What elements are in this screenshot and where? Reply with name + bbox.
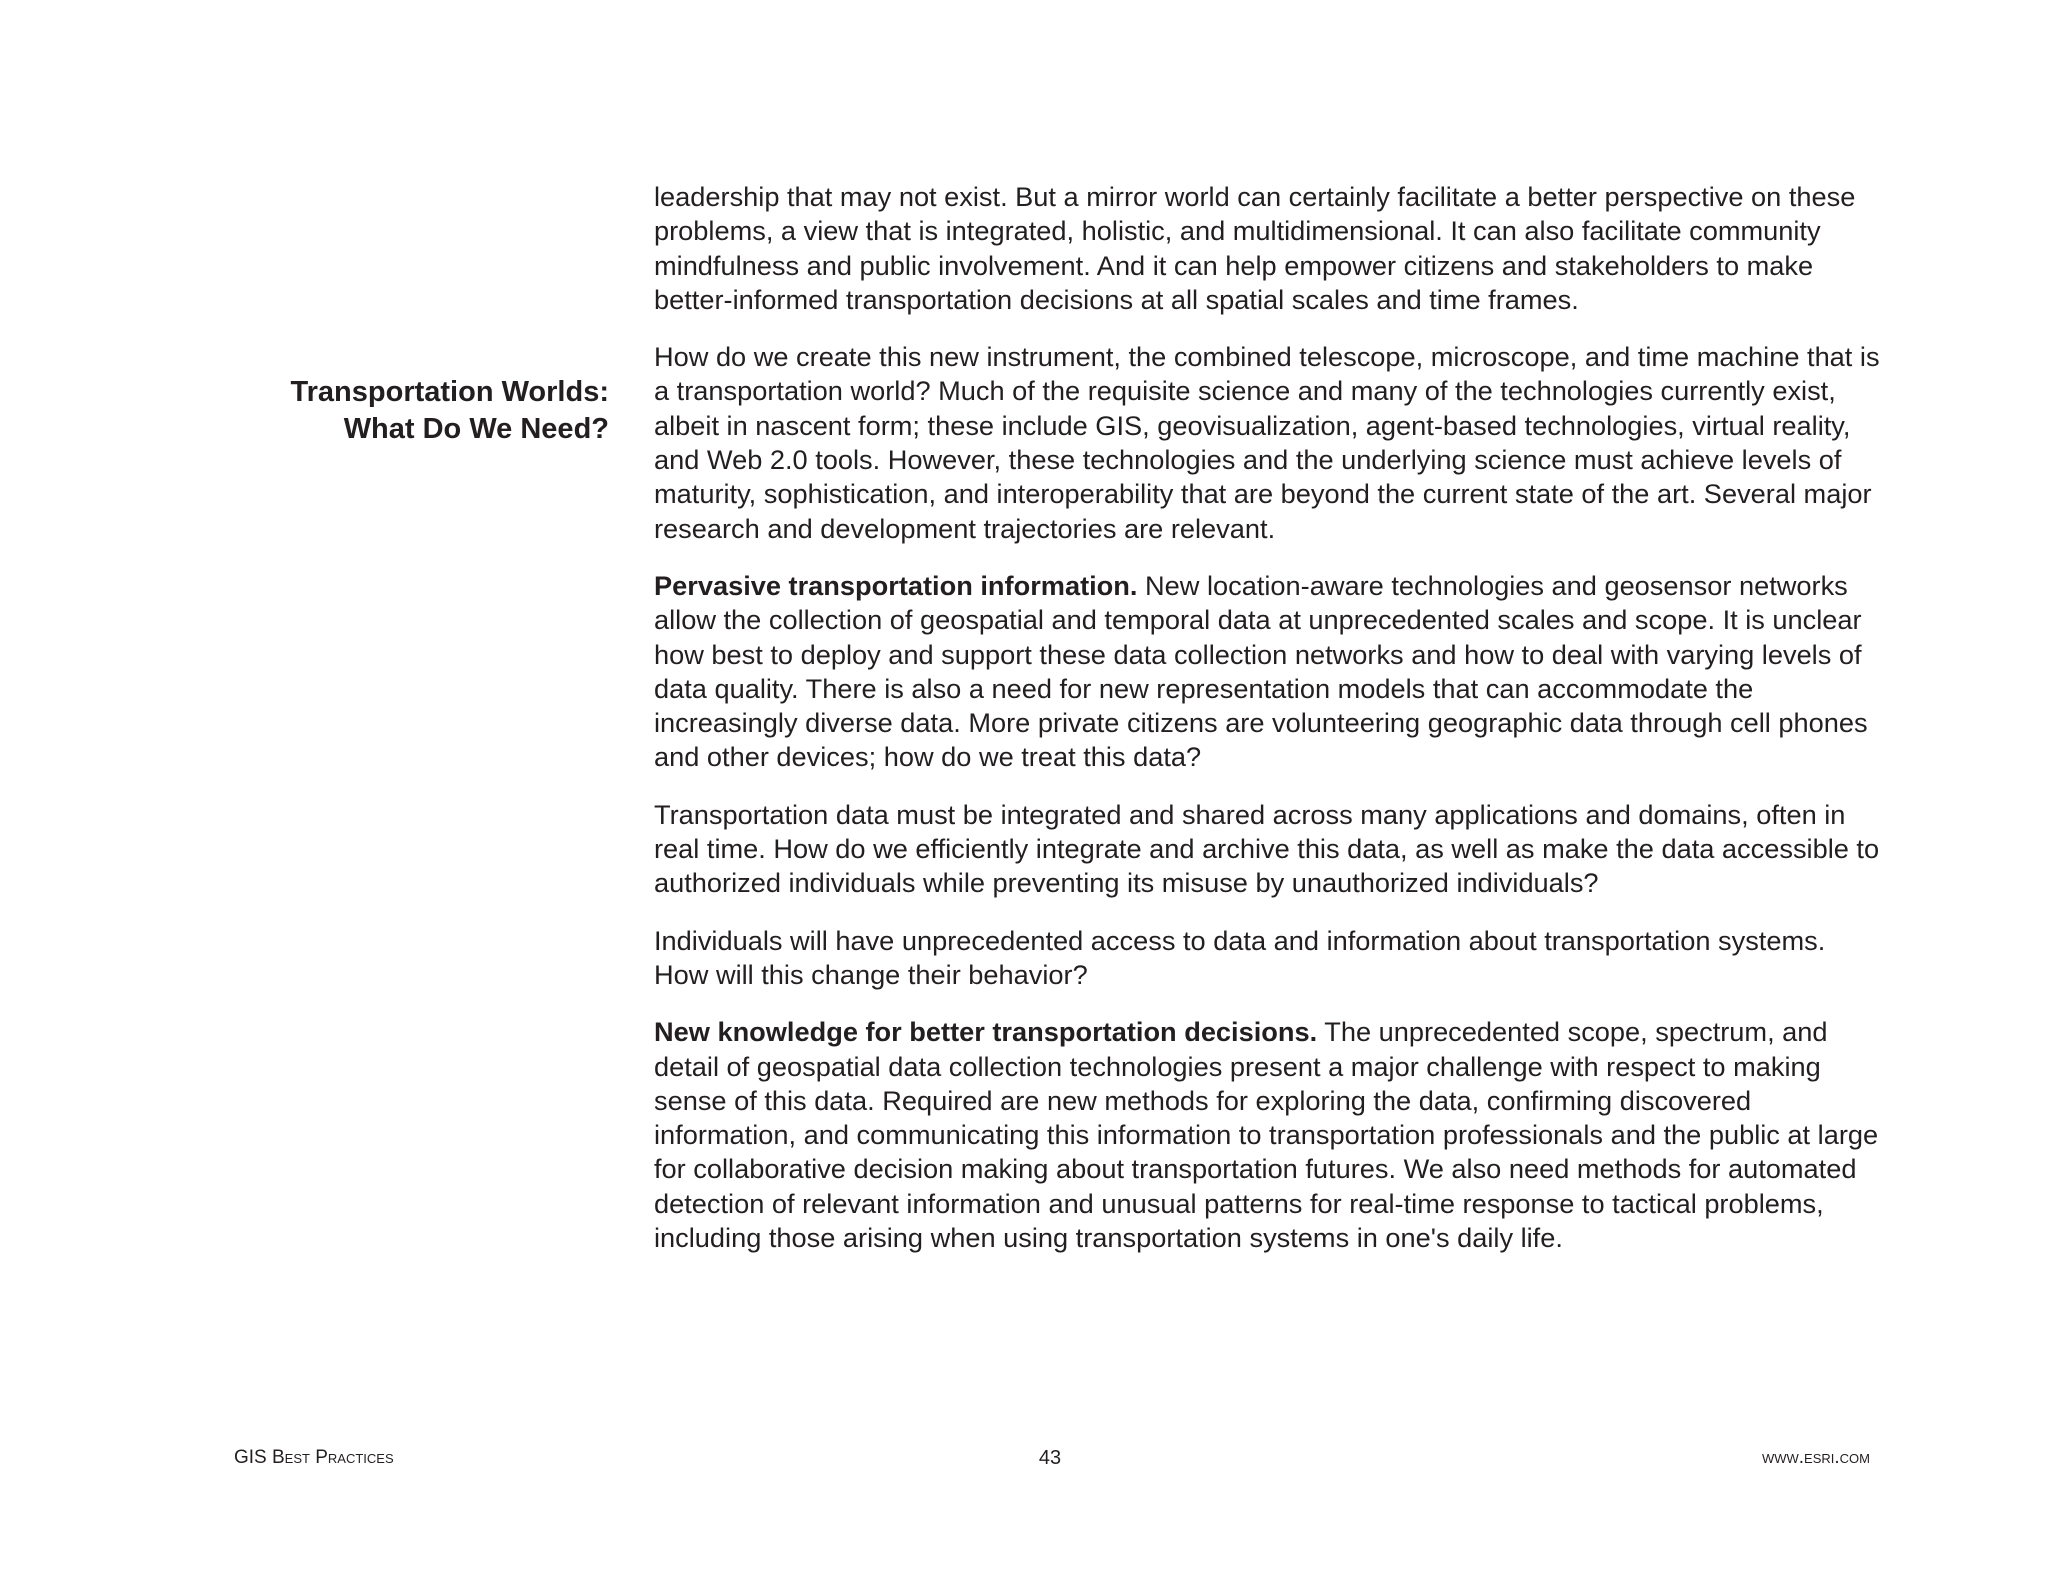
footer-page-number: 43 [1038,1447,1062,1469]
paragraph-lead-pervasive: Pervasive transportation information. [654,569,1138,601]
paragraph-individual-access: Individuals will have unprecedented access to data and information about transportation systems. How will this change their behavior? [654,924,1826,990]
paragraph-data-integration: Transportation data must be integrated and shared across many applications and domains, often in real time. How do we efficiently integrate and archive this data, as well as make the data accessible to authorized individuals while preventing its misuse by unauthorized individuals? [654,798,1880,899]
paragraph-pervasive-information [654,569,1880,775]
section-heading-line-1: Transportation Worlds: [290,376,609,408]
paragraph-continued: leadership that may not exist. But a mirror world can certainly facilitate a better perspective on these problems, a view that is integrated, holistic, and multidimensional. It can also facilitate community mindfulness and public involvement. And it can help empower citizens and stakeholders to make better-informed transportation decisions at all spatial scales and time frames. [654,181,1856,315]
footer-publication-title: GIS Best Practices [234,1447,394,1468]
paragraph-lead-new-knowledge: New knowledge for better transportation decisions. [654,1016,1318,1048]
paragraph-new-knowledge [654,1015,1880,1255]
body-text-column [654,180,1880,1255]
paragraph-body-new-knowledge: The unprecedented scope, spectrum, and detail of geospatial data collection technologies present a major challenge with respect to making sense of this data. Required are new methods for exploring the data, confirming discovered information, and communicating this information to transportation professionals and the public at large for collaborative decision making about transportation futures. We also need methods for automated detection of relevant information and unusual patterns for real-time response to tactical problems, including those arising when using transportation systems in one's daily life. [654,1016,1879,1254]
section-heading-line-2: What Do We Need? [343,413,609,445]
section-heading [200,374,609,448]
paragraph-body-pervasive: New location-aware technologies and geosensor networks allow the collection of geospatial and temporal data at unprecedented scales and scope. It is unclear how best to deploy and support these data collection networks and how to deal with varying levels of data quality. There is also a need for new representation models that can accommodate the increasingly diverse data. More private citizens are volunteering geographic data through cell phones and other devices; how do we treat this data? [654,569,1868,773]
paragraph-what-do-we-need: How do we create this new instrument, the combined telescope, microscope, and time machine that is a transportation world? Much of the requisite science and many of the technologies currently exist, albeit in nascent form; these include GIS, geovisualization, agent-based technologies, virtual reality, and Web 2.0 tools. However, these technologies and the underlying science must achieve levels of maturity, sophistication, and interoperability that are beyond the current state of the art. Several major research and development trajectories are relevant. [654,341,1880,544]
footer-website: www.esri.com [1761,1447,1870,1468]
